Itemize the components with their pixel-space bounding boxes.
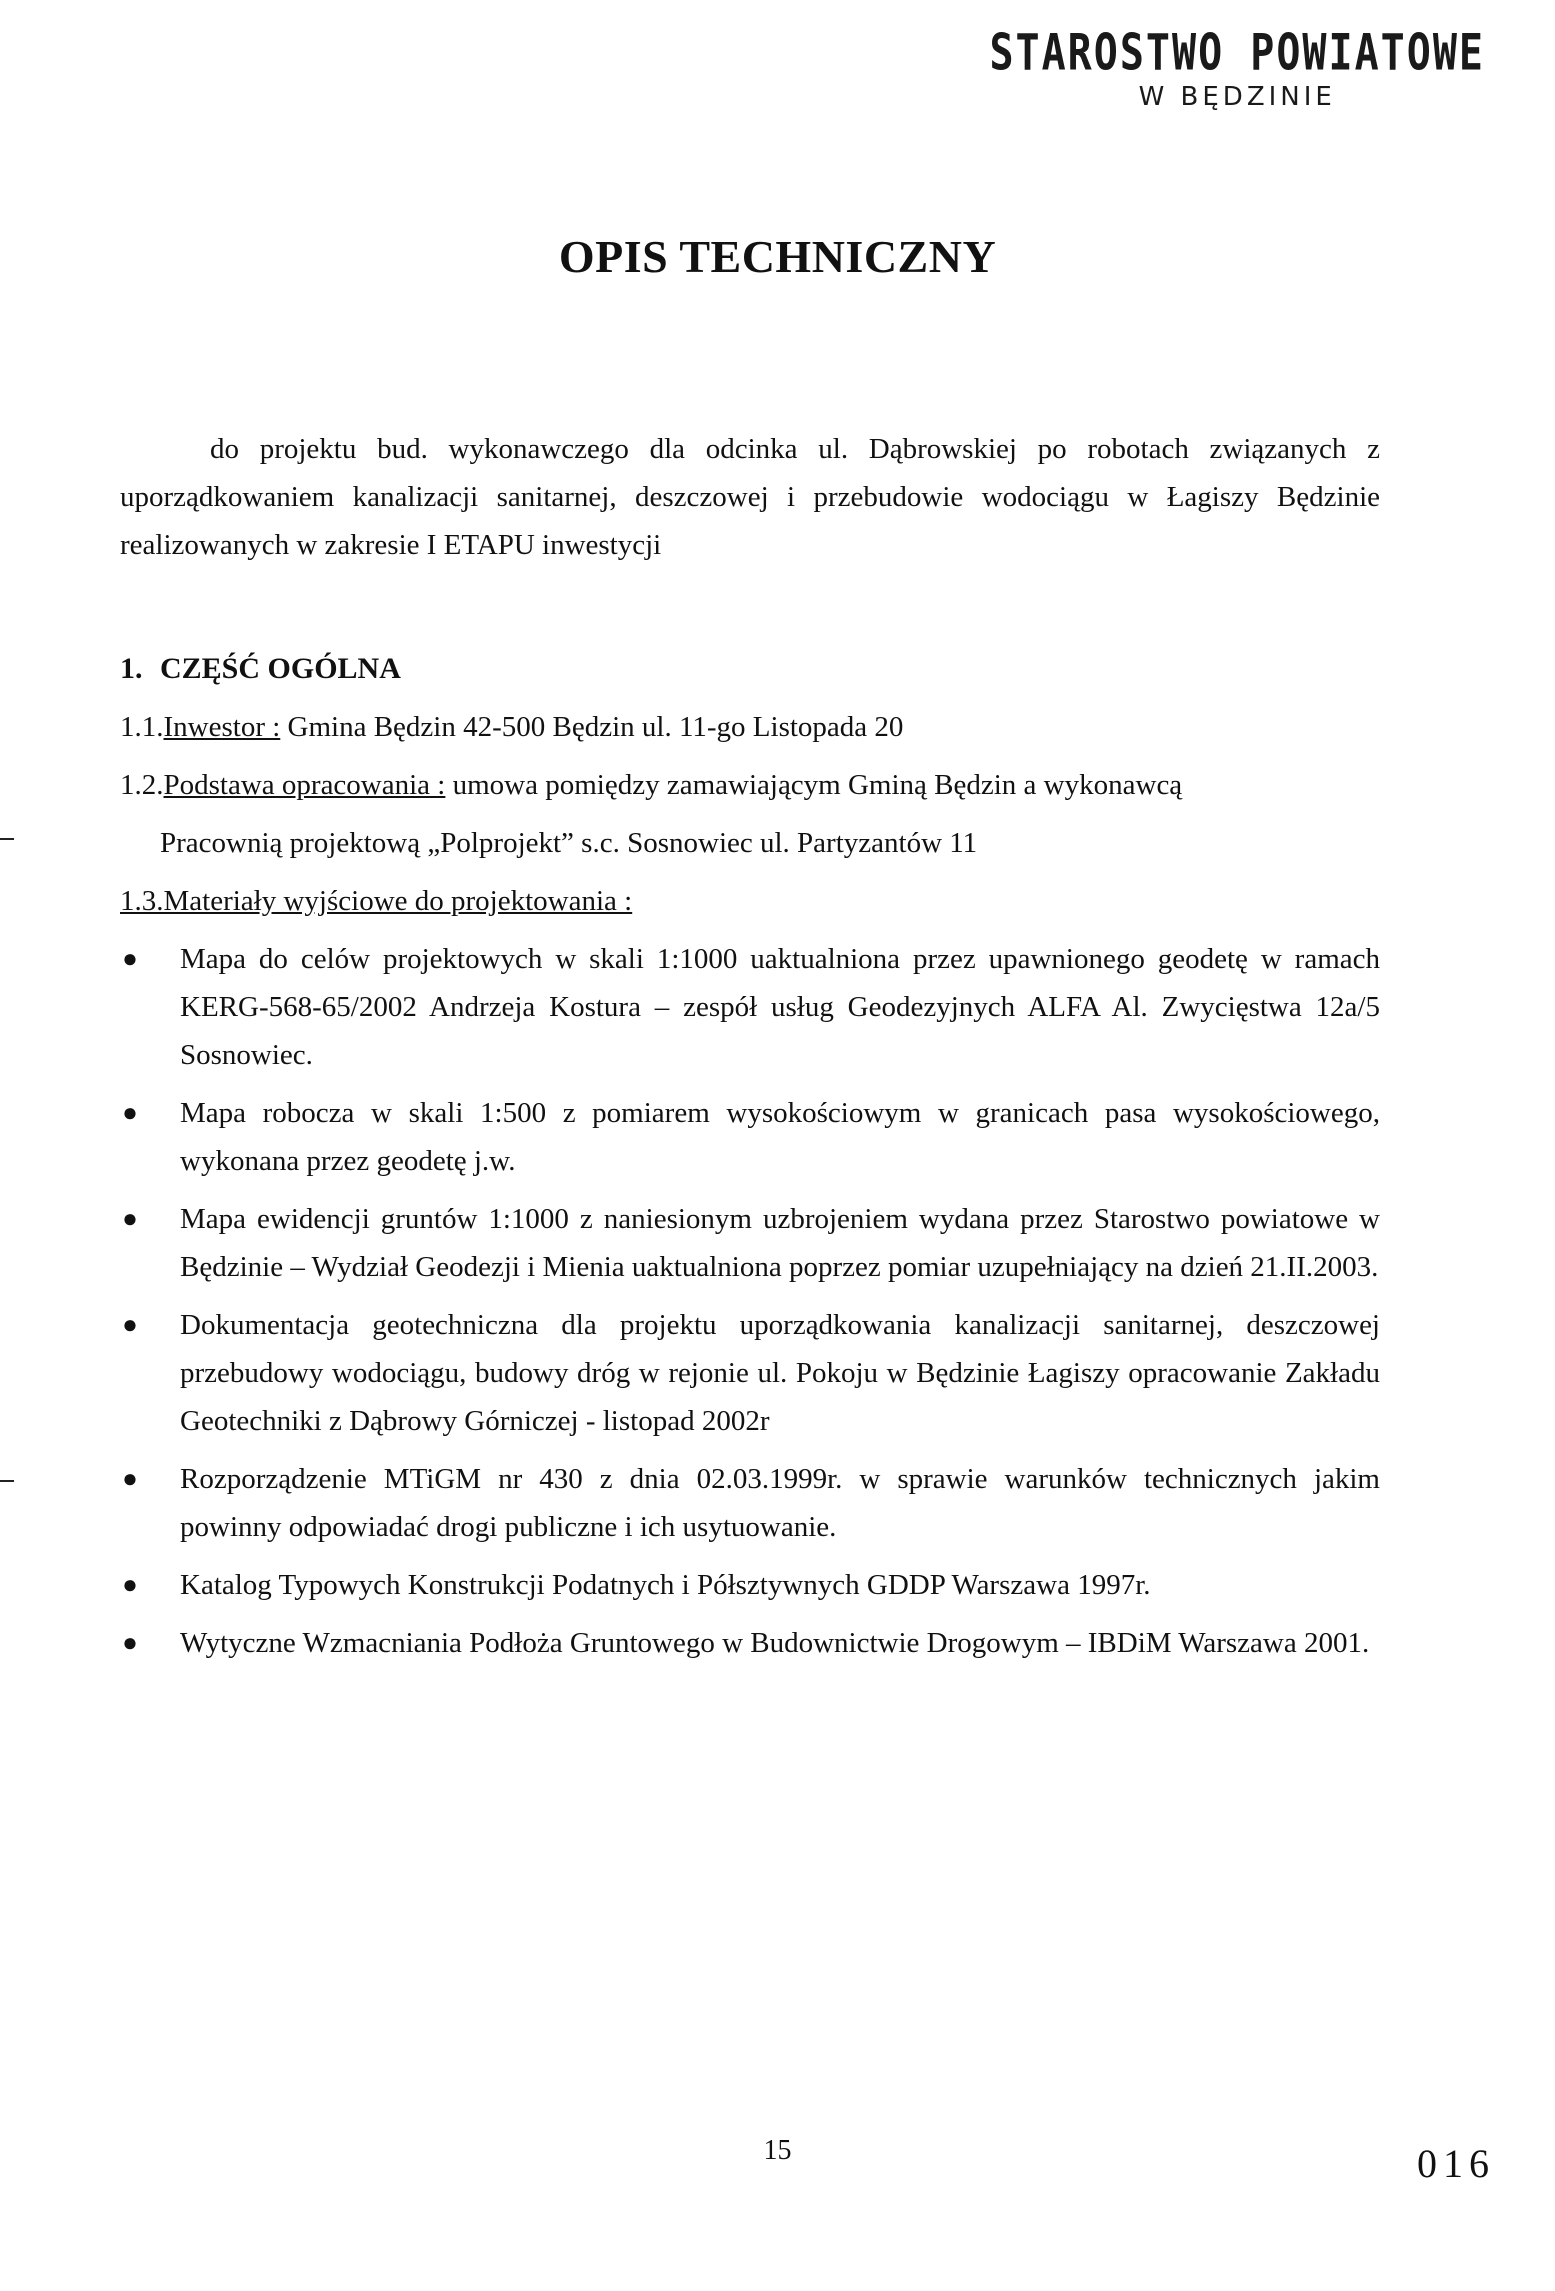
bullet-icon: ●	[122, 1570, 138, 1599]
bullet-icon: ●	[122, 1098, 138, 1127]
materials-line	[120, 877, 1380, 925]
bullet-icon: ●	[122, 1464, 138, 1493]
document-title: OPIS TECHNICZNY	[558, 231, 997, 282]
section-heading	[120, 645, 1380, 693]
list-item	[120, 1619, 1380, 1667]
materials-label: Materiały wyjściowe do projektowania :	[163, 885, 633, 917]
bullet-icon: ●	[122, 944, 138, 973]
basis-line-continued: Pracownią projektową „Polprojekt” s.c. Sosnowiec ul. Partyzantów 11	[160, 827, 978, 859]
stamp-line-1: STAROSTWO POWIATOWE	[989, 24, 1485, 82]
bullet-icon: ●	[122, 1310, 138, 1339]
list-item-text: Mapa robocza w skali 1:500 z pomiarem wysokościowym w granicach pasa wysokościowego, wykonana przez geodetę j.w.	[180, 1097, 1380, 1177]
office-stamp	[989, 24, 1485, 112]
materials-list	[120, 935, 1380, 1667]
intro-paragraph: do projektu bud. wykonawczego dla odcinka ul. Dąbrowskiej po robotach związanych z uporządkowaniem kanalizacji sanitarnej, deszczowej i przebudowie wodociągu w Łagiszy Będzinie realizowanych w zakresie I ETAPU inwestycji	[120, 433, 1380, 561]
list-item-text: Dokumentacja geotechniczna dla projektu uporządkowania kanalizacji sanitarnej, deszczowej przebudowy wodociągu, budowy dróg w rejonie ul. Pokoju w Będzinie Łagiszy opracowanie Zakładu Geotechniki z Dąbrowy Górniczej - listopad 2002r	[180, 1309, 1380, 1437]
section-title: CZĘŚĆ OGÓLNA	[160, 652, 401, 685]
margin-mark	[0, 838, 14, 840]
bullet-icon: ●	[122, 1204, 138, 1233]
stamp-line-2: W BĘDZINIE	[1138, 82, 1336, 112]
basis-line	[120, 761, 1380, 809]
investor-label: Inwestor :	[163, 711, 281, 743]
list-item	[120, 1195, 1380, 1291]
investor-line	[120, 703, 1380, 751]
list-item	[120, 1455, 1380, 1551]
page-number: 15	[763, 2135, 792, 2166]
list-item	[120, 1301, 1380, 1445]
item-number: 1.2.	[120, 769, 164, 801]
item-number: 1.3.	[120, 885, 164, 917]
list-item-text: Mapa do celów projektowych w skali 1:1000 uaktualniona przez upawnionego geodetę w ramach KERG-568-65/2002 Andrzeja Kostura – zespół usług Geodezyjnych ALFA Al. Zwycięstwa 12a/5 Sosnowiec.	[180, 943, 1380, 1071]
investor-text: Gmina Będzin 42-500 Będzin ul. 11-go Listopada 20	[280, 711, 904, 743]
list-item-text: Mapa ewidencji gruntów 1:1000 z naniesionym uzbrojeniem wydana przez Starostwo powiatowe w Będzinie – Wydział Geodezji i Mienia uaktualniona poprzez pomiar uzupełniający na dzień 21.II.2003.	[180, 1203, 1380, 1283]
list-item	[120, 1561, 1380, 1609]
document-sheet-number: 016	[1417, 2141, 1495, 2186]
section-number: 1.	[120, 652, 143, 685]
basis-text: umowa pomiędzy zamawiającym Gminą Będzin a wykonawcą	[445, 769, 1183, 801]
bullet-icon: ●	[122, 1628, 138, 1657]
list-item	[120, 1089, 1380, 1185]
list-item-text: Rozporządzenie MTiGM nr 430 z dnia 02.03.1999r. w sprawie warunków technicznych jakim powinny odpowiadać drogi publiczne i ich usytuowanie.	[180, 1463, 1380, 1543]
margin-mark	[0, 1480, 14, 1482]
list-item-text: Katalog Typowych Konstrukcji Podatnych i Półsztywnych GDDP Warszawa 1997r.	[180, 1569, 1151, 1601]
list-item	[120, 935, 1380, 1079]
basis-label: Podstawa opracowania :	[163, 769, 446, 801]
document-body	[120, 425, 1380, 1667]
item-number: 1.1.	[120, 711, 164, 743]
list-item-text: Wytyczne Wzmacniania Podłoża Gruntowego w Budownictwie Drogowym – IBDiM Warszawa 2001.	[180, 1627, 1370, 1659]
